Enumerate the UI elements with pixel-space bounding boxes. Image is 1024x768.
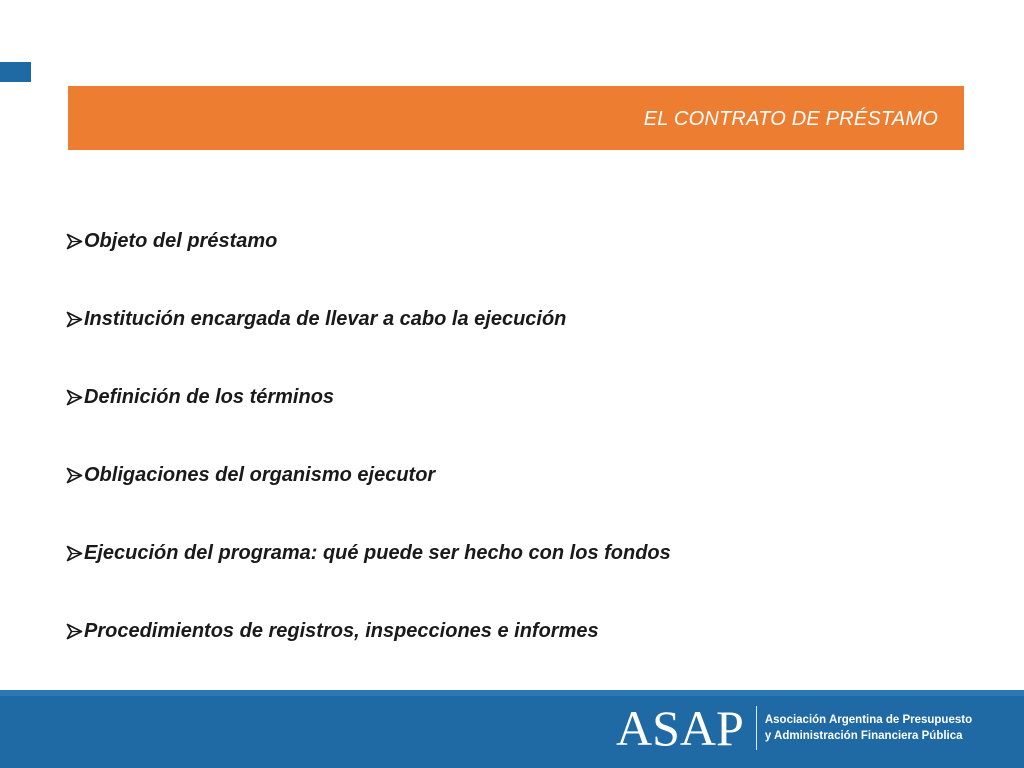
- asap-logo: [616, 700, 972, 756]
- organization-name-line-2: y Administración Financiera Pública: [764, 730, 963, 742]
- bullet-text: Objeto del préstamo: [84, 230, 278, 252]
- arrowhead-bullet-icon: [66, 380, 83, 414]
- title-bar: [68, 86, 964, 150]
- bullet-item: [66, 458, 671, 536]
- bullet-item: [66, 302, 671, 380]
- arrowhead-bullet-icon: [66, 224, 83, 258]
- bullet-item: [66, 380, 671, 458]
- bullet-text: Definición de los términos: [84, 386, 335, 408]
- arrowhead-bullet-icon: [66, 536, 83, 570]
- arrowhead-bullet-icon: [66, 458, 83, 492]
- slide-title: EL CONTRATO DE PRÉSTAMO: [643, 107, 938, 130]
- arrowhead-bullet-icon: [66, 302, 83, 336]
- footer-highlight: [0, 690, 1024, 696]
- bullet-list: [66, 224, 671, 692]
- bullet-text: Ejecución del programa: qué puede ser hecho con los fondos: [84, 542, 671, 564]
- bullet-item: [66, 614, 671, 692]
- organization-name: [765, 712, 972, 744]
- bullet-item: [66, 536, 671, 614]
- arrowhead-bullet-icon: [66, 614, 83, 648]
- organization-name-line-1: Asociación Argentina de Presupuesto: [764, 714, 973, 726]
- bullet-text: Procedimientos de registros, inspecciones e informes: [84, 620, 599, 642]
- logo-divider: [756, 706, 757, 750]
- logo-wordmark: ASAP: [616, 700, 744, 756]
- bullet-text: Institución encargada de llevar a cabo la ejecución: [84, 308, 567, 330]
- bullet-text: Obligaciones del organismo ejecutor: [84, 464, 436, 486]
- bullet-item: [66, 224, 671, 302]
- corner-marker: [0, 62, 31, 82]
